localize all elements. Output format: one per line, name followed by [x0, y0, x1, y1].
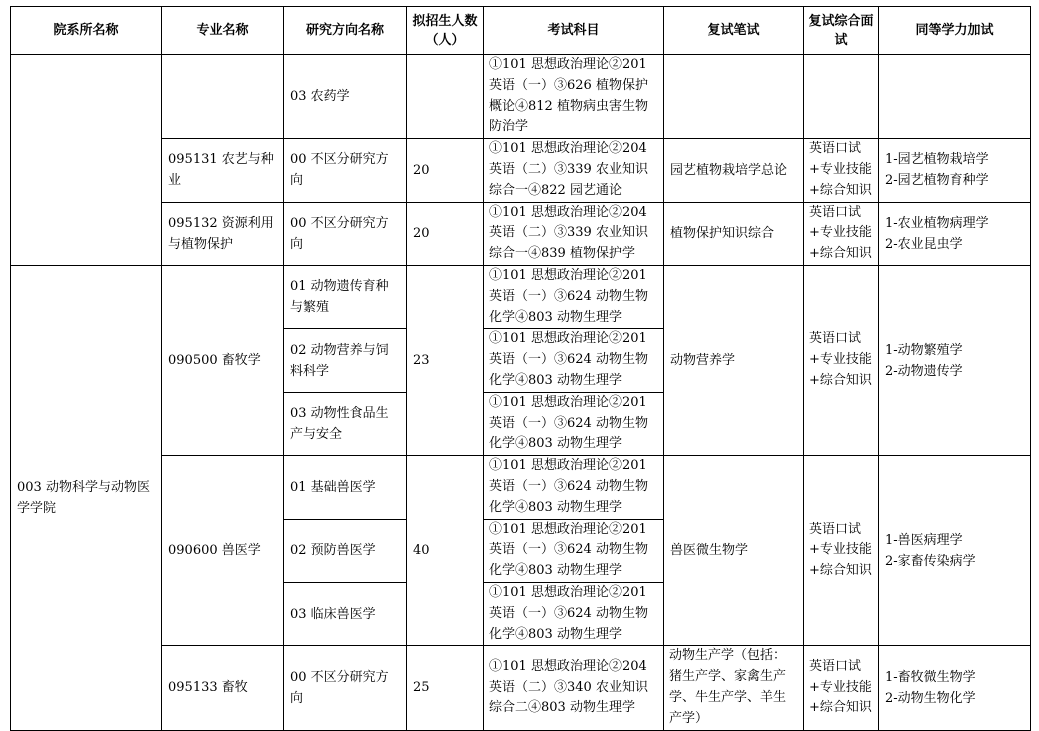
exam-cell: ①101 思想政治理论②201 英语（一）③624 动物生物化学④803 动物生理学 [484, 456, 664, 519]
major-cell: 090600 兽医学 [162, 456, 284, 646]
table-row [11, 55, 1031, 139]
direction-cell: 00 不区分研究方向 [284, 646, 407, 730]
interview-cell: 英语口试+专业技能+综合知识 [804, 646, 879, 730]
interview-cell: 英语口试+专业技能+综合知识 [804, 265, 879, 455]
direction-cell: 03 临床兽医学 [284, 582, 407, 645]
written-cell [664, 55, 804, 139]
table-row [11, 265, 1031, 328]
enroll-cell: 20 [407, 202, 484, 265]
exam-cell: ①101 思想政治理论②204 英语（二）③339 农业知识综合一④839 植物保护学 [484, 202, 664, 265]
interview-cell: 英语口试+专业技能+综合知识 [804, 202, 879, 265]
extra-line: 2-动物生物化学 [885, 690, 976, 706]
extra-line: 2-园艺植物育种学 [885, 173, 989, 189]
header-row [11, 7, 1031, 55]
written-cell: 园艺植物栽培学总论 [664, 139, 804, 202]
interview-cell: 英语口试+专业技能+综合知识 [804, 139, 879, 202]
college-cell: 003 动物科学与动物医学学院 [11, 265, 162, 730]
header-exam: 考试科目 [484, 7, 664, 55]
major-cell: 090500 畜牧学 [162, 265, 284, 455]
header-retest-interview: 复试综合面试 [804, 7, 879, 55]
exam-cell: ①101 思想政治理论②204 英语（二）③340 农业知识综合二④803 动物生理学 [484, 646, 664, 730]
enrollment-table [10, 6, 1031, 731]
major-cell: 095131 农艺与种业 [162, 139, 284, 202]
extra-cell [879, 202, 1031, 265]
extra-line: 1-农业植物病理学 [885, 215, 989, 231]
extra-cell [879, 646, 1031, 730]
extra-line: 1-园艺植物栽培学 [885, 152, 989, 168]
enroll-cell: 23 [407, 265, 484, 455]
enroll-cell [407, 55, 484, 139]
header-extra: 同等学力加试 [879, 7, 1031, 55]
direction-cell: 01 基础兽医学 [284, 456, 407, 519]
exam-cell: ①101 思想政治理论②201 英语（一）③626 植物保护概论④812 植物病虫害生物防治学 [484, 55, 664, 139]
interview-cell: 英语口试+专业技能+综合知识 [804, 456, 879, 646]
header-direction: 研究方向名称 [284, 7, 407, 55]
direction-cell: 00 不区分研究方向 [284, 139, 407, 202]
header-major: 专业名称 [162, 7, 284, 55]
college-cell [11, 55, 162, 266]
enroll-cell: 25 [407, 646, 484, 730]
extra-cell [879, 456, 1031, 646]
direction-cell: 01 动物遗传育种与繁殖 [284, 265, 407, 328]
extra-cell [879, 139, 1031, 202]
table-row [11, 202, 1031, 265]
table-row [11, 456, 1031, 519]
enroll-cell: 40 [407, 456, 484, 646]
major-cell: 095132 资源利用与植物保护 [162, 202, 284, 265]
extra-line: 1-动物繁殖学 [885, 342, 963, 358]
written-cell: 动物营养学 [664, 265, 804, 455]
extra-line: 1-畜牧微生物学 [885, 669, 976, 685]
major-cell [162, 55, 284, 139]
exam-cell: ①101 思想政治理论②201 英语（一）③624 动物生物化学④803 动物生理学 [484, 265, 664, 328]
enroll-cell: 20 [407, 139, 484, 202]
direction-cell: 02 动物营养与饲料科学 [284, 329, 407, 392]
direction-cell: 02 预防兽医学 [284, 519, 407, 582]
header-college: 院系所名称 [11, 7, 162, 55]
written-cell: 动物生产学（包括：猪生产学、家禽生产学、牛生产学、羊生产学） [664, 646, 804, 730]
extra-cell [879, 55, 1031, 139]
extra-line: 1-兽医病理学 [885, 532, 963, 548]
direction-cell: 03 农药学 [284, 55, 407, 139]
extra-line: 2-家畜传染病学 [885, 553, 976, 569]
header-retest-written: 复试笔试 [664, 7, 804, 55]
exam-cell: ①101 思想政治理论②204 英语（二）③339 农业知识综合一④822 园艺通论 [484, 139, 664, 202]
extra-line: 2-农业昆虫学 [885, 236, 963, 252]
extra-line: 2-动物遗传学 [885, 363, 963, 379]
written-cell: 植物保护知识综合 [664, 202, 804, 265]
exam-cell: ①101 思想政治理论②201 英语（一）③624 动物生物化学④803 动物生理学 [484, 329, 664, 392]
interview-cell [804, 55, 879, 139]
written-cell: 兽医微生物学 [664, 456, 804, 646]
exam-cell: ①101 思想政治理论②201 英语（一）③624 动物生物化学④803 动物生理学 [484, 519, 664, 582]
table-row [11, 139, 1031, 202]
direction-cell: 00 不区分研究方向 [284, 202, 407, 265]
header-enroll: 拟招生人数（人） [407, 7, 484, 55]
extra-cell [879, 265, 1031, 455]
exam-cell: ①101 思想政治理论②201 英语（一）③624 动物生物化学④803 动物生理学 [484, 582, 664, 645]
exam-cell: ①101 思想政治理论②201 英语（一）③624 动物生物化学④803 动物生理学 [484, 392, 664, 455]
major-cell: 095133 畜牧 [162, 646, 284, 730]
direction-cell: 03 动物性食品生产与安全 [284, 392, 407, 455]
table-row [11, 646, 1031, 730]
